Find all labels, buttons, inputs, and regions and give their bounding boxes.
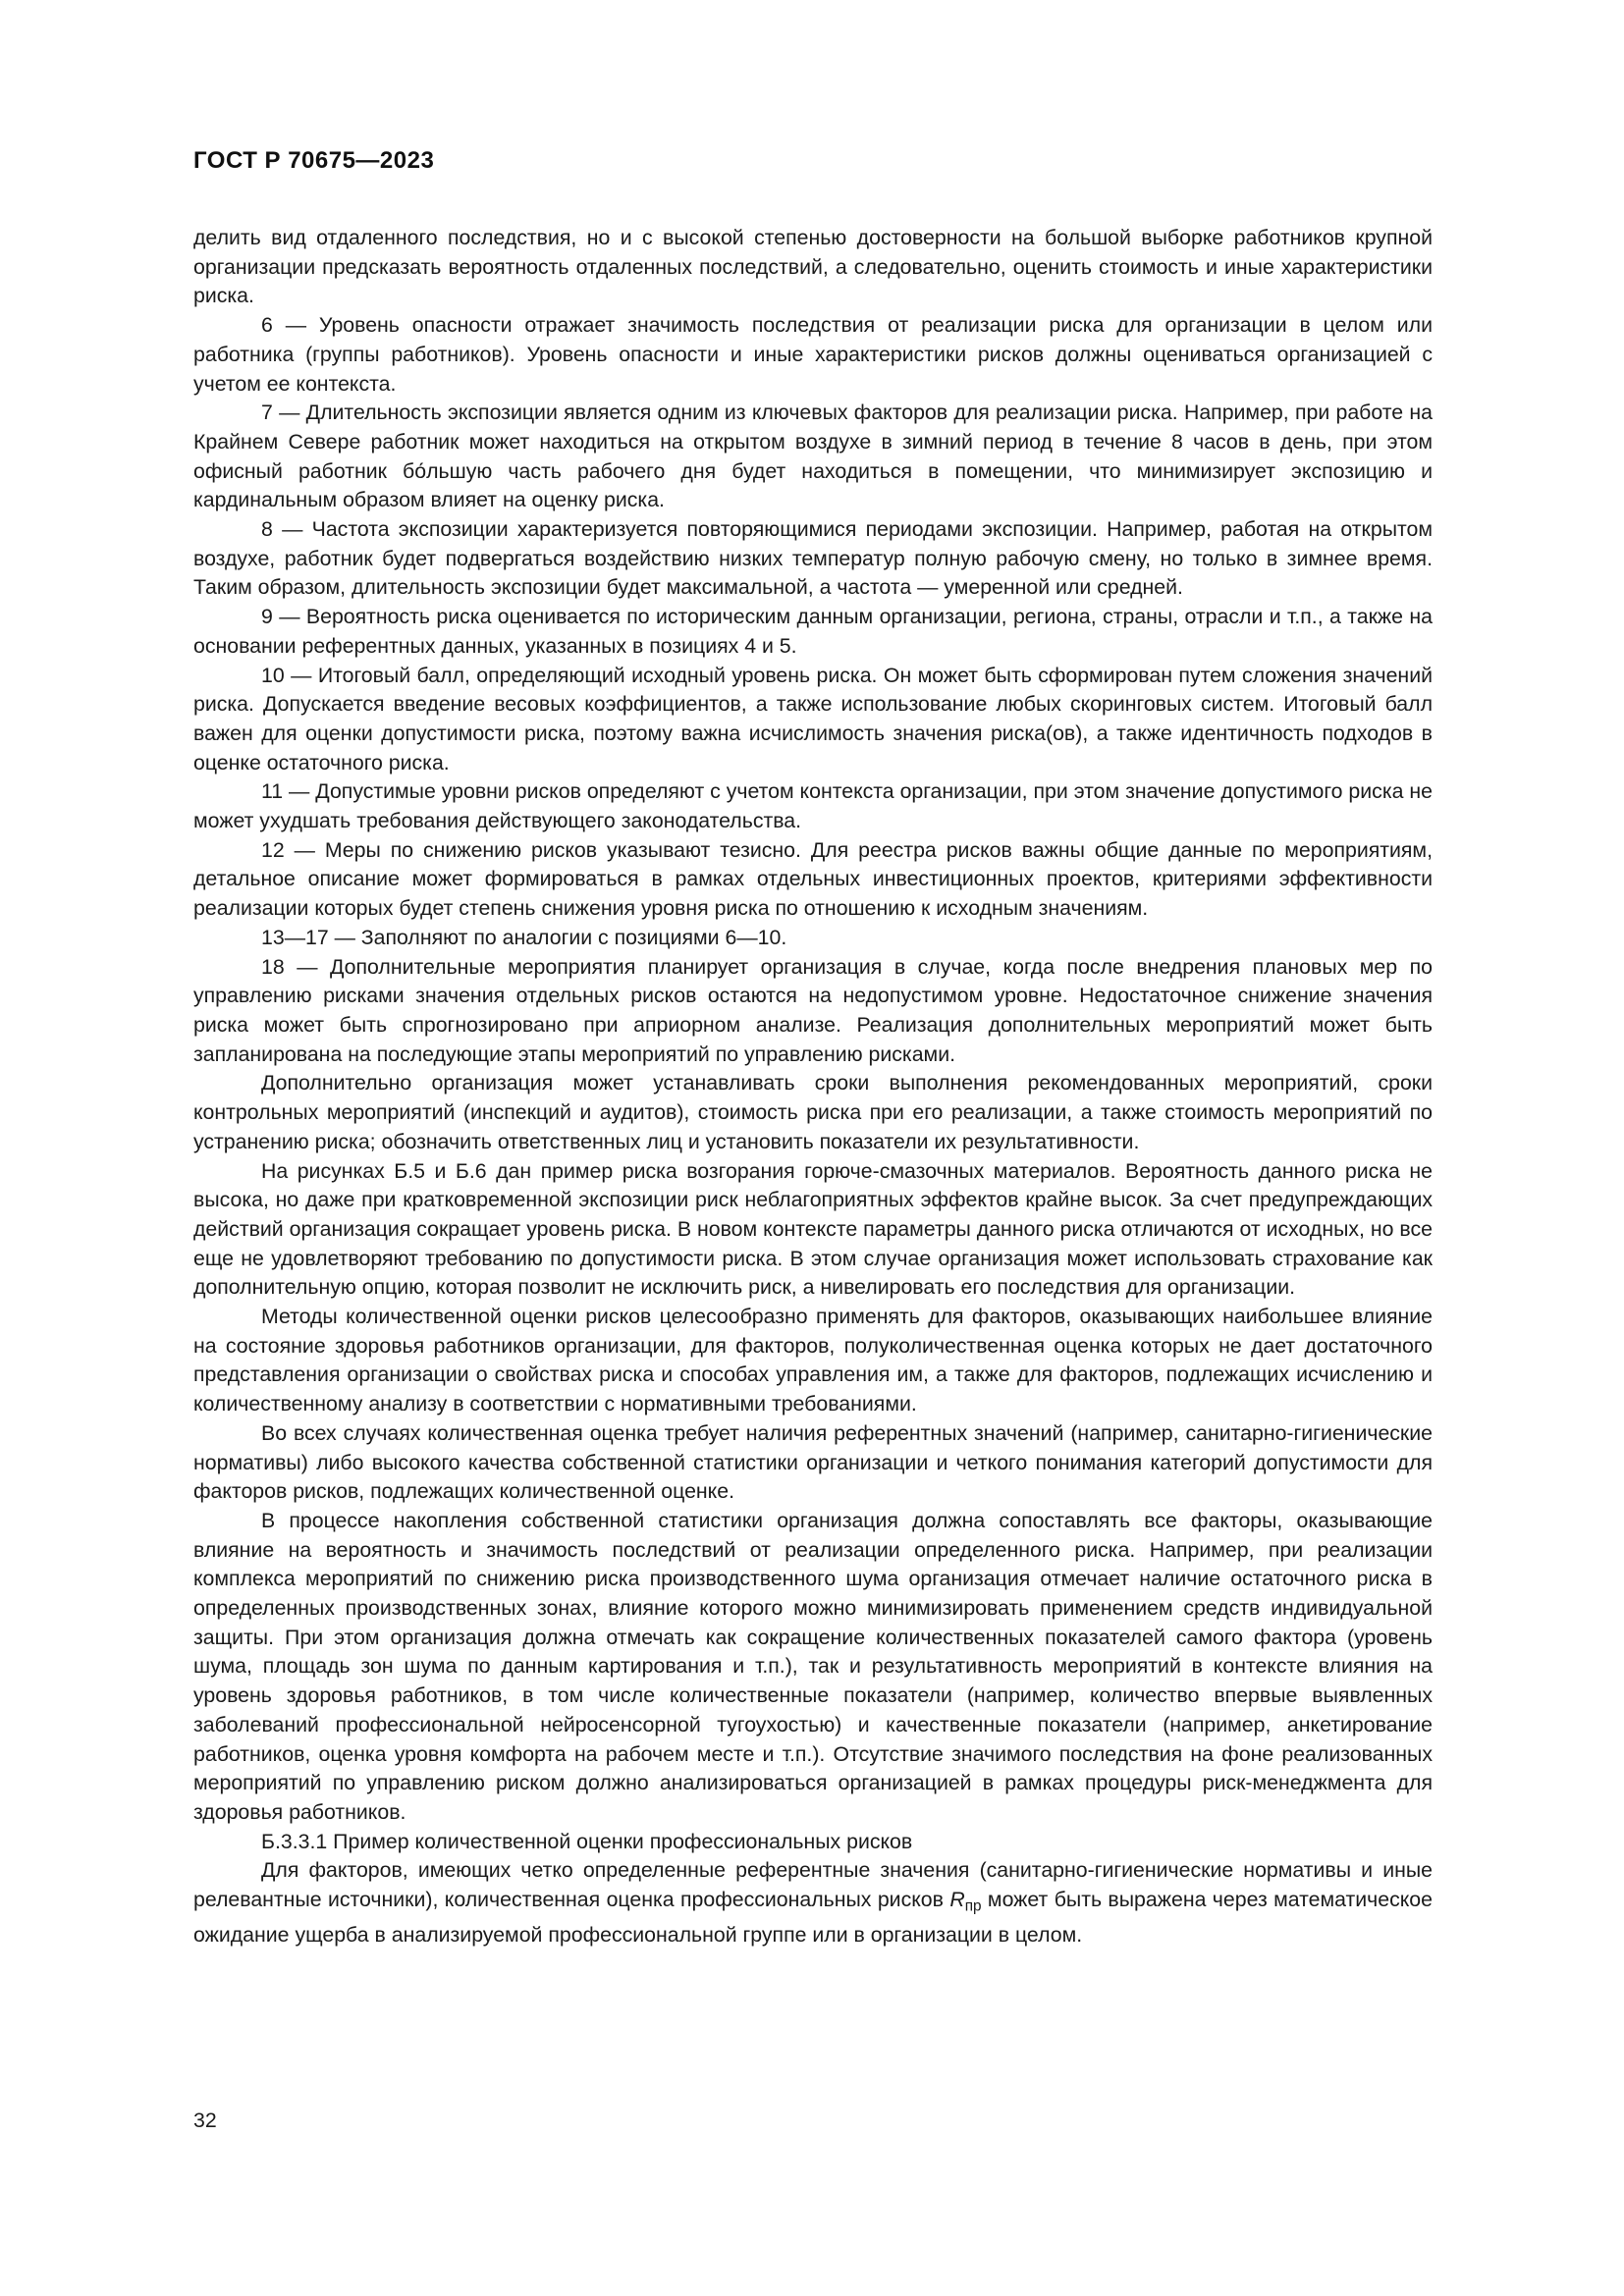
paragraph: Методы количественной оценки рисков целесообразно применять для факторов, оказывающих наибольшее влияние на состояние здоровья работников организации, для факторов, полуколичественная оценка которых не дает достаточного представления организации о свойствах риска и способах управления им, а также для факторов, подлежащих исчислению и количественному анализу в соответствии с нормативными требованиями. xyxy=(193,1305,1433,1416)
final-paragraph-end: может быть выражена через математическое ожидание ущерба в анализируемой профессиональной группе или в организации в целом. xyxy=(193,1888,1433,1948)
risk-subscript: пр xyxy=(964,1897,982,1915)
paragraph: 10 — Итоговый балл, определяющий исходный уровень риска. Он может быть сформирован путем сложения значений риска. Допускается введение весовых коэффициентов, а также использование любых скоринговых систем. Итоговый балл важен для оценки допустимости риска, поэтому важна исчислимость значения риска(ов), а также идентичность подходов в оценке остаточного риска. xyxy=(193,663,1433,774)
paragraph: 9 — Вероятность риска оценивается по историческим данным организации, региона, страны, отрасли и т.п., а также на основании референтных данных, указанных в позициях 4 и 5. xyxy=(193,605,1433,658)
paragraph: Во всех случаях количественная оценка требует наличия референтных значений (например, санитарно-гигиенические нормативы) либо высокого качества собственной статистики организации и четкого понимания категорий допустимости для факторов рисков, подлежащих количественной оценке. xyxy=(193,1420,1433,1504)
paragraph: 11 — Допустимые уровни рисков определяют с учетом контекста организации, при этом значение допустимого риска не может ухудшать требования действующего законодательства. xyxy=(193,779,1433,833)
paragraph: 7 — Длительность экспозиции является одним из ключевых факторов для реализации риска. Например, при работе на Крайнем Севере работник может находиться на открытом воздухе в зимний период в течение 8 часов в день, при этом офисный работник бо́льшую часть рабочего дня будет находиться в помещении, что минимизирует экспозицию и кардинальным образом влияет на оценку риска. xyxy=(193,400,1433,512)
document-header: ГОСТ Р 70675—2023 xyxy=(193,147,435,174)
paragraph: делить вид отдаленного последствия, но и с высокой степенью достоверности на большой выборке работников крупной организации предсказать вероятность отдаленных последствий, а следовательно, оценить стоимость и иные характеристики риска. xyxy=(193,226,1433,308)
section-heading: Б.3.3.1 Пример количественной оценки профессиональных рисков xyxy=(261,1829,913,1853)
risk-symbol: $R_{пр}$ xyxy=(949,1888,982,1915)
paragraph: Дополнительно организация может устанавливать сроки выполнения рекомендованных мероприятий, сроки контрольных мероприятий (инспекций и аудитов), стоимость риска при его реализации, а также стоимость мероприятий по устранению риска; обозначить ответственных лиц и установить показатели их результативности. xyxy=(193,1071,1433,1153)
final-paragraph-start: Для факторов, имеющих четко определенные референтные значения (санитарно-гигиенические нормативы и иные релевантные источники), количественная оценка профессиональных рисков xyxy=(193,1858,1433,1912)
paragraph: 8 — Частота экспозиции характеризуется повторяющимися периодами экспозиции. Например, работая на открытом воздухе, работник будет подвергаться воздействию низких температур полную рабочую смену, но только в зимнее время. Таким образом, длительность экспозиции будет максимальной, а частота — умеренной или средней. xyxy=(193,517,1433,600)
paragraph: 18 — Дополнительные мероприятия планирует организация в случае, когда после внедрения плановых мер по управлению рисками значения отдельных рисков остаются на недопустимом уровне. Недостаточное снижение значения риска может быть спрогнозировано при априорном анализе. Реализация дополнительных мероприятий может быть запланирована на последующие этапы мероприятий по управлению рисками. xyxy=(193,954,1433,1066)
paragraph: 12 — Меры по снижению рисков указывают тезисно. Для реестра рисков важны общие данные по мероприятиям, детальное описание может формироваться в рамках отдельных инвестиционных проектов, критериями эффективности реализации которых будет степень снижения уровня риска по отношению к исходным значениям. xyxy=(193,837,1433,921)
paragraph: В процессе накопления собственной статистики организация должна сопоставлять все факторы, оказывающие влияние на вероятность и значимость последствий от реализации определенного риска. Например, при реализации комплекса мероприятий по снижению риска производственного шума организация отмечает наличие остаточного риска в определенных производственных зонах, влияние которого можно минимизировать применением средств индивидуальной защиты. При этом организация должна отмечать как сокращение количественных показателей самого фактора (уровень шума, площадь зон шума по данным картирования и т.п.), так и результативность мероприятий в контексте влияния на уровень здоровья работников, в том числе количественные показатели (например, количество впервые выявленных заболеваний профессиональной нейросенсорной тугоухостью) и качественные показатели (например, анкетирование работников, оценка уровня комфорта на рабочем месте и т.п.). Отсутствие значимого последствия на фоне реализованных мероприятий по управлению риском должно анализироваться организацией в рамках процедуры риск-менеджмента для здоровья работников. xyxy=(193,1508,1433,1824)
paragraph: 6 — Уровень опасности отражает значимость последствия от реализации риска для организации в целом или работника (группы работников). Уровень опасности и иные характеристики рисков должны оцениваться организацией с учетом ее контекста. xyxy=(193,313,1433,396)
paragraph: На рисунках Б.5 и Б.6 дан пример риска возгорания горюче-смазочных материалов. Вероятность данного риска не высока, но даже при кратковременной экспозиции риск неблагоприятных эффектов крайне высок. За счет предупреждающих действий организация сокращает уровень риска. В новом контексте параметры данного риска отличаются от исходных, но все еще не удовлетворяют требованию по допустимости риска. В этом случае организация может использовать страхование как дополнительную опцию, которая позволит не исключить риск, а нивелировать его последствия для организации. xyxy=(193,1158,1433,1300)
page-number: 32 xyxy=(193,2109,217,2132)
paragraph-formula-intro xyxy=(193,1856,1433,1949)
paragraph: 13—17 — Заполняют по аналогии с позициями 6—10. xyxy=(261,925,787,949)
body-text xyxy=(193,224,1433,1950)
